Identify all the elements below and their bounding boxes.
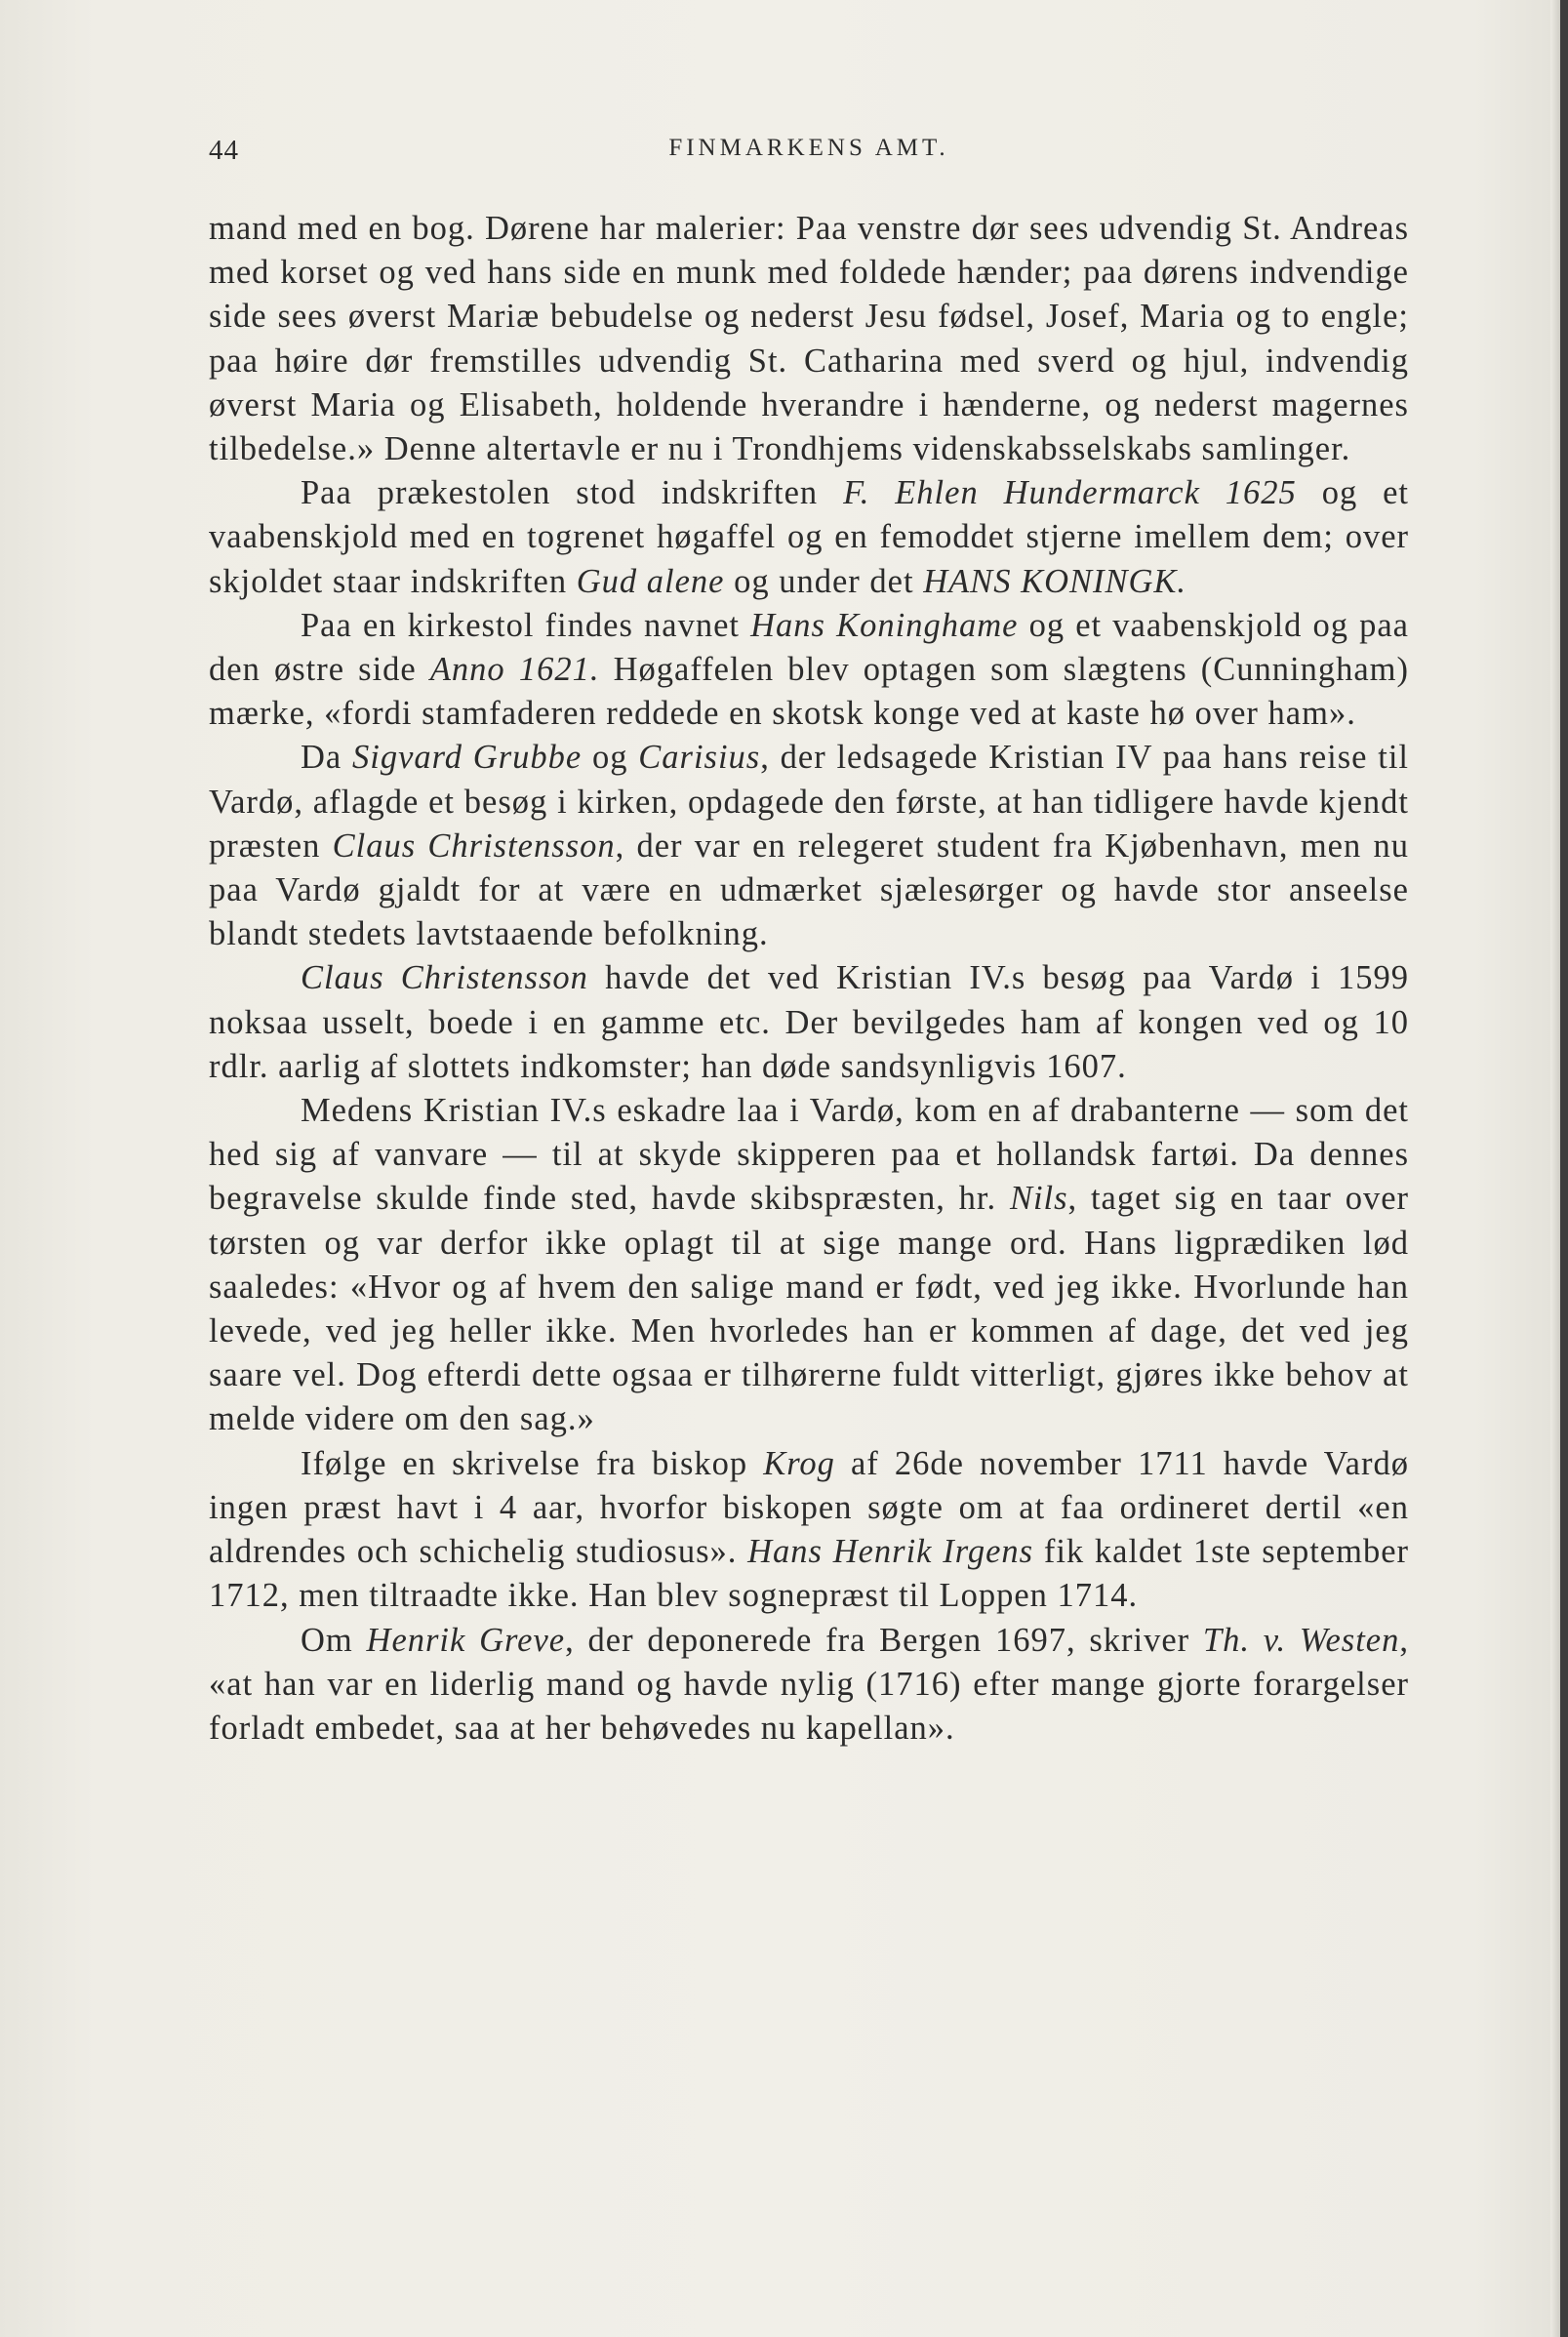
text-run: Ifølge en skrivelse fra biskop	[301, 1444, 764, 1482]
italic-name: F. Ehlen Hundermarck 1625	[843, 474, 1297, 512]
text-run: og	[582, 739, 639, 777]
paragraph-p3	[209, 604, 1409, 737]
italic-name: Claus Christensson	[332, 826, 616, 865]
text-run: , der deponerede fra Bergen 1697, skriver	[565, 1621, 1203, 1659]
italic-name: Henrik Greve	[366, 1621, 566, 1659]
page-header	[209, 135, 1409, 174]
italic-name: HANS KONINGK.	[923, 562, 1187, 600]
text-run: Medens Kristian IV.s eskadre laa i Vardø, kom en af drabanterne — som det hed sig af vanvare — til at skyde skipperen paa et hollandsk fartøi. Da dennes begravelse skulde finde sted, havde skibspræsten, hr.	[209, 1092, 1409, 1218]
page-number: 44	[209, 135, 239, 166]
text-run: Paa prækestolen stod indskriften	[301, 474, 844, 512]
paragraph-p1	[209, 207, 1409, 471]
text-run: Høgaffelen blev optagen som slægtens (Cunningham) mærke, «fordi stamfaderen reddede en skotsk konge ved at kaste hø over ham».	[209, 651, 1409, 733]
paragraph-p5	[209, 956, 1409, 1089]
paragraph-p2	[209, 471, 1409, 604]
text-run: fik kaldet 1ste september 1712, men tiltraadte ikke. Han blev sognepræst til Loppen 1714.	[209, 1533, 1410, 1615]
text-run: Om	[301, 1621, 367, 1659]
page-gutter-shadow	[1550, 0, 1560, 2337]
text-run: Da	[301, 739, 352, 777]
text-run: , der var en relegeret student fra Kjøbenhavn, men nu paa Vardø gjaldt for at være en udmærket sjælesørger og havde stor anseelse blandt stedets lavtstaaende befolkning.	[209, 826, 1409, 953]
text-run: af 26de november 1711 havde Vardø ingen præst havt i 4 aar, hvorfor biskopen søgte om at faa ordineret dertil «en aldrendes och schichelig studiosus».	[209, 1444, 1409, 1571]
italic-name: Sigvard Grubbe	[352, 739, 583, 777]
text-run: og et vaabenskjold med en togrenet høgaffel og en femoddet stjerne imellem dem; over skjoldet staar indskriften	[209, 474, 1409, 600]
text-run: Paa en kirkestol findes navnet	[301, 606, 751, 644]
italic-name: Gud alene	[576, 562, 725, 600]
text-run: , der ledsagede Kristian IV paa hans reise til Vardø, aflagde et besøg i kirken, opdagede den første, at han tidligere havde kjendt præsten	[209, 739, 1409, 865]
paragraph-p4	[209, 736, 1409, 956]
paragraph-p8	[209, 1619, 1409, 1752]
body-text	[209, 207, 1409, 1751]
text-run: og under det	[724, 562, 924, 600]
italic-name: Hans Henrik Irgens	[747, 1533, 1034, 1571]
italic-name: Anno 1621.	[429, 651, 600, 689]
italic-name: Th. v. Westen	[1202, 1621, 1400, 1659]
italic-name: Krog	[763, 1444, 835, 1482]
text-run: og et vaabenskjold og paa den østre side	[209, 606, 1409, 689]
paragraph-p7	[209, 1442, 1409, 1619]
text-run: , taget sig en taar over tørsten og var derfor ikke oplagt til at sige mange ord. Hans ligprædiken lød saaledes: «Hvor og af hvem den salige mand er født, ved jeg ikke. Hvorlunde han levede, ved jeg heller ikke. Men hvorledes han er kommen af dage, det ved jeg saare vel. Dog efterdi dette ogsaa er tilhørerne fuldt vitterligt, gjøres ikke behov at melde videre om den sag.»	[209, 1180, 1410, 1438]
paragraph-p6	[209, 1089, 1409, 1442]
italic-name: Carisius	[638, 739, 761, 777]
page-edge	[1560, 0, 1568, 2337]
running-title: FINMARKENS AMT.	[668, 135, 949, 161]
text-run: havde det ved Kristian IV.s besøg paa Vardø i 1599 noksaa usselt, boede i en gamme etc. Der bevilgedes ham af kongen ved og 10 rdlr. aarlig af slottets indkomster; han døde sandsynligvis 1607.	[209, 959, 1409, 1085]
italic-name: Nils	[1009, 1180, 1068, 1218]
italic-name: Claus Christensson	[301, 959, 588, 997]
text-run: mand med en bog. Dørene har malerier: Paa venstre dør sees udvendig St. Andreas med korset og ved hans side en munk med foldede hænder; paa dørens indvendige side sees øverst Mariæ bebudelse og nederst Jesu fødsel, Josef, Maria og to engle; paa høire dør fremstilles udvendig St. Catharina med sverd og hjul, indvendig øverst Maria og Elisabeth, holdende hverandre i hænderne, og nederst magernes tilbedelse.» Denne altertavle er nu i Trondhjems videnskabsselskabs samlinger.	[209, 210, 1409, 468]
italic-name: Hans Koninghame	[750, 606, 1019, 644]
text-run: , «at han var en liderlig mand og havde nylig (1716) efter mange gjorte forargelser forladt embedet, saa at her behøvedes nu kapellan».	[209, 1621, 1409, 1747]
